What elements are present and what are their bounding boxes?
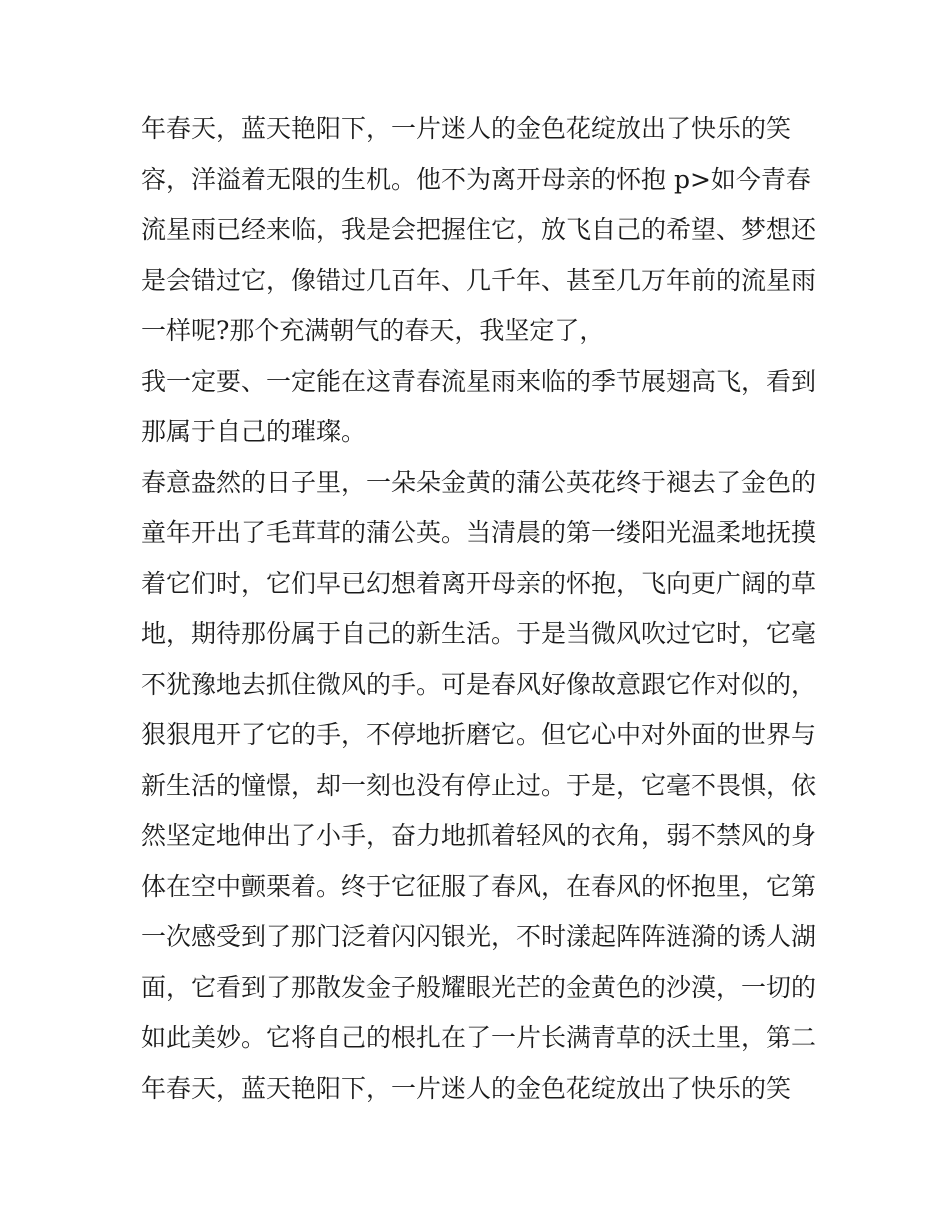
text-line-3: 流星雨已经来临，我是会把握住它，放飞自己的希望、梦想还 [141,215,817,244]
text-line-17: 一次感受到了那门泛着闪闪银光，不时漾起阵阵涟漪的诱人湖 [141,922,817,951]
document-body-text [141,104,817,1114]
text-line-8: 春意盎然的日子里，一朵朵金黄的蒲公英花终于褪去了金色的 [141,467,817,497]
text-line-13: 狠狠甩开了它的手，不停地折磨它。但它心中对外面的世界与 [141,720,817,749]
text-line-18: 面，它看到了那散发金子般耀眼光芒的金黄色的沙漠，一切的 [141,972,817,1002]
text-line-7: 那属于自己的璀璨。 [141,417,367,446]
text-line-9: 童年开出了毛茸茸的蒲公英。当清晨的第一缕阳光温柔地抚摸 [141,518,817,547]
text-line-20: 年春天，蓝天艳阳下，一片迷人的金色花绽放出了快乐的笑 [141,1073,792,1103]
text-line-14: 新生活的憧憬，却一刻也没有停止过。于是，它毫不畏惧，依 [141,770,817,800]
text-line-15: 然坚定地伸出了小手，奋力地抓着轻风的衣角，弱不禁风的身 [141,821,817,850]
text-line-4: 是会错过它，像错过几百年、几千年、甚至几万年前的流星雨 [141,265,817,295]
text-line-19: 如此美妙。它将自己的根扎在了一片长满青草的沃土里，第二 [141,1023,817,1052]
text-line-11: 地，期待那份属于自己的新生活。于是当微风吹过它时，它毫 [141,619,817,648]
text-line-16: 体在空中颤栗着。终于它征服了春风，在春风的怀抱里，它第 [141,871,817,901]
text-line-10: 着它们时，它们早已幻想着离开母亲的怀抱，飞向更广阔的草 [141,568,817,598]
text-line-5: 一样呢?那个充满朝气的春天，我坚定了， [141,316,605,345]
text-line-1: 年春天，蓝天艳阳下，一片迷人的金色花绽放出了快乐的笑 [141,114,792,143]
text-line-12: 不犹豫地去抓住微风的手。可是春风好像故意跟它作对似的， [141,669,817,699]
text-line-6: 我一定要、一定能在这青春流星雨来临的季节展翅高飞，看到 [141,366,817,396]
text-line-2: 容，洋溢着无限的生机。他不为离开母亲的怀抱 p>如今青春 [141,164,811,194]
